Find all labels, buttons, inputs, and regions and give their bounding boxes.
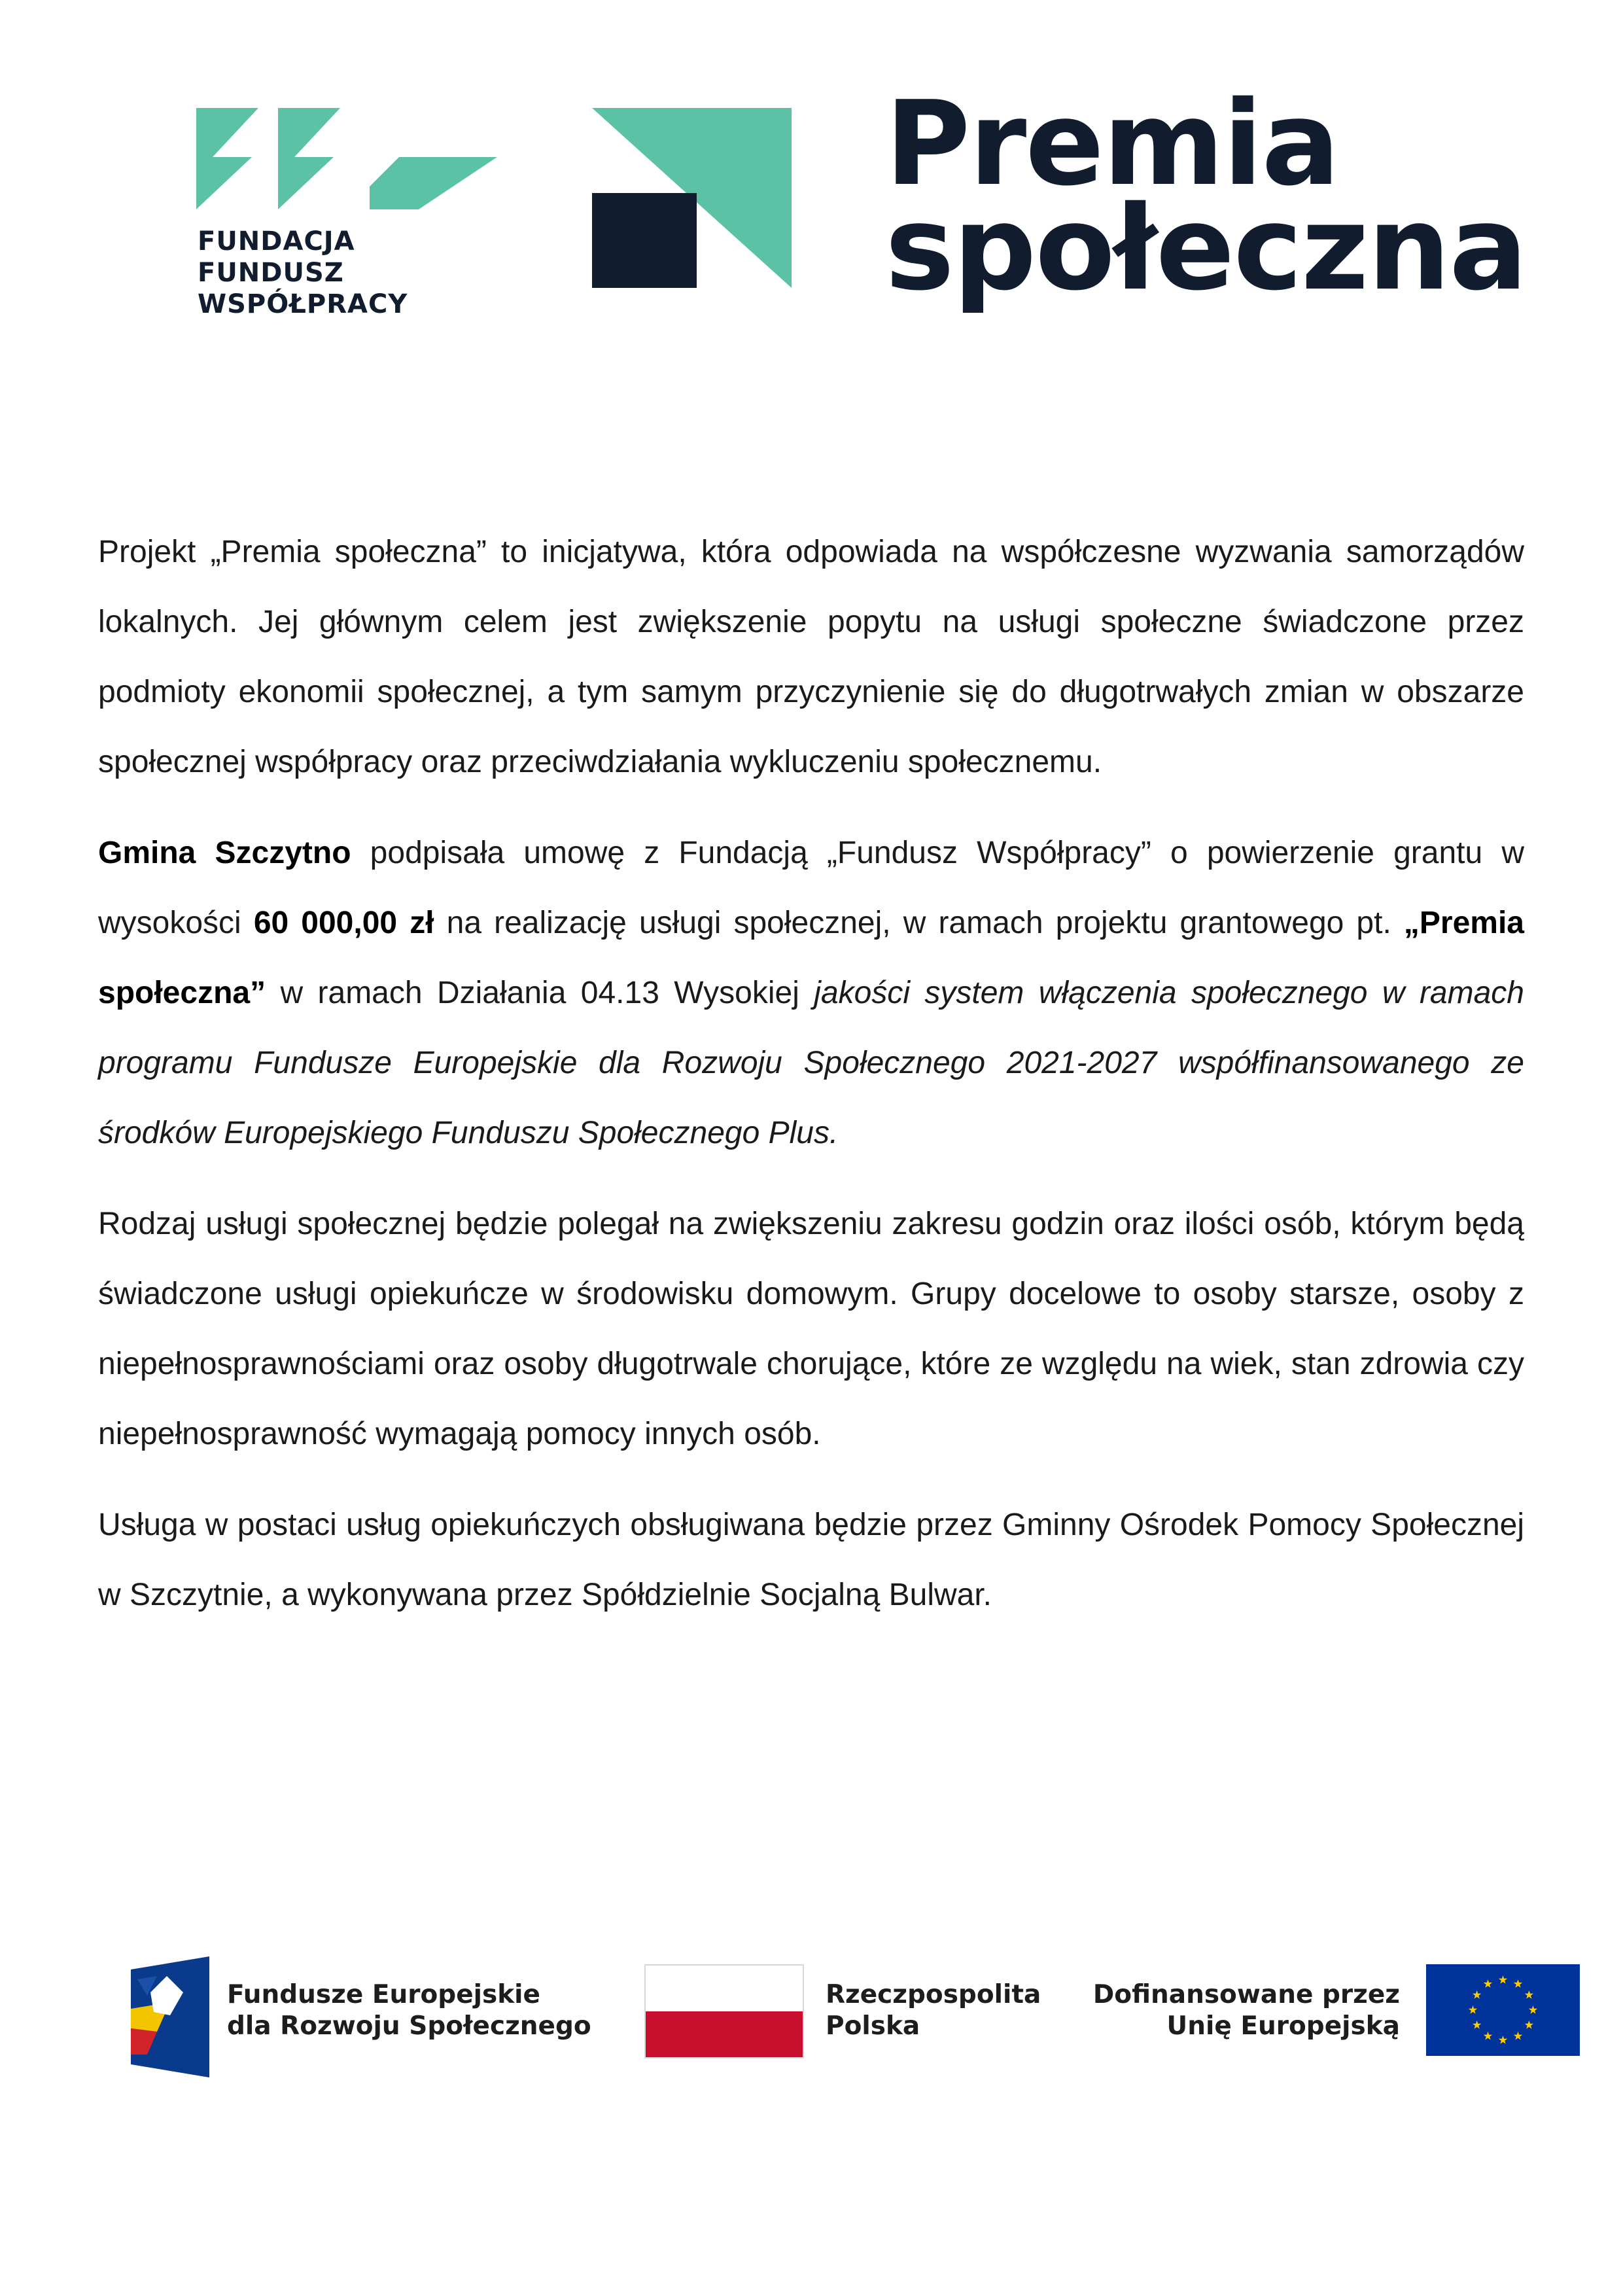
premia-spoleczna-logo [592, 76, 1547, 327]
ffw-logo [196, 108, 497, 324]
paragraph-service-provider: Usługa w postaci usług opiekuńczych obsługiwana będzie przez Gminny Ośrodek Pomocy Społecznej w Szczytnie, a wykonywana przez Spółdzielnie Socjalną Bulwar. [98, 1508, 1524, 1612]
ffw-logo-mark [196, 108, 497, 219]
grant-text-1: podpisała umowę z Fundacją „Fundusz Współpracy” o powierzenie grantu w wysokości [98, 836, 1525, 940]
fundusze-europejskie-text [227, 1979, 591, 2042]
eu-cofunding-text [1086, 1979, 1400, 2042]
project-title: „Premia społeczna” [98, 906, 1524, 1010]
ffw-line-3: WSPÓŁPRACY [198, 289, 408, 319]
fundusze-europejskie-icon [131, 1956, 209, 2077]
paragraph-project-intro: Projekt „Premia społeczna” to inicjatywa, która odpowiada na współczesne wyzwania samorządów lokalnych. Jej głównym celem jest zwiększenie popytu na usługi społeczne świadczone przez podmioty ekonomii społecznej, a tym samym przyczynienie się do długotrwałych zmian w obszarze społecznej współpracy oraz przeciwdziałania wykluczeniu społecznemu. [98, 535, 1524, 779]
program-name: jakości system włączenia społecznego w ramach programu Fundusze Europejskie dla Rozwoju Społecznego 2021-2027 współfinansowanego ze środków Europejskiego Funduszu Społecznego Plus. [98, 976, 1525, 1150]
funding-logos-footer [0, 1937, 1623, 2094]
eu-line-1: Dofinansowane przez [1092, 1980, 1400, 2009]
pl-line-1: Rzeczpospolita [826, 1980, 1041, 2009]
ffw-line-2: FUNDUSZ [198, 258, 344, 288]
grant-text-2: na realizację usługi społecznej, w ramach projektu grantowego pt. [434, 906, 1404, 940]
paragraph-service-type: Rodzaj usługi społecznej będzie polegał na zwiększeniu zakresu godzin oraz ilości osób, którym będą świadczone usługi opiekuńcze w środowisku domowym. Grupy docelowe to osoby starsze, osoby z niepełnosprawnościami oraz osoby długotrwale chorujące, które ze względu na wiek, stan zdrowia czy niepełnosprawność wymagają pomocy innych osób. [98, 1207, 1524, 1451]
premia-logo-mark [592, 108, 795, 291]
premia-line-2: społeczna [885, 181, 1527, 316]
paragraph-grant-agreement [98, 818, 1524, 1168]
premia-logo-text [885, 76, 1527, 316]
ffw-line-1: FUNDACJA [198, 226, 355, 256]
rzeczpospolita-text [826, 1979, 1041, 2042]
grant-amount: 60 000,00 zł [253, 906, 434, 940]
pl-line-2: Polska [826, 2011, 920, 2041]
eu-flag-icon [1426, 1964, 1580, 2056]
document-body [98, 517, 1524, 1651]
gmina-name: Gmina Szczytno [98, 836, 351, 870]
premia-line-1: Premia [885, 76, 1339, 211]
fe-line-1: Fundusze Europejskie [227, 1980, 540, 2009]
fe-line-2: dla Rozwoju Społecznego [227, 2011, 591, 2041]
grant-text-3: w ramach Działania 04.13 Wysokiej [266, 976, 814, 1010]
polish-flag-icon [644, 1964, 804, 2058]
ffw-logo-text [198, 226, 408, 320]
eu-line-2: Unię Europejską [1166, 2011, 1400, 2041]
